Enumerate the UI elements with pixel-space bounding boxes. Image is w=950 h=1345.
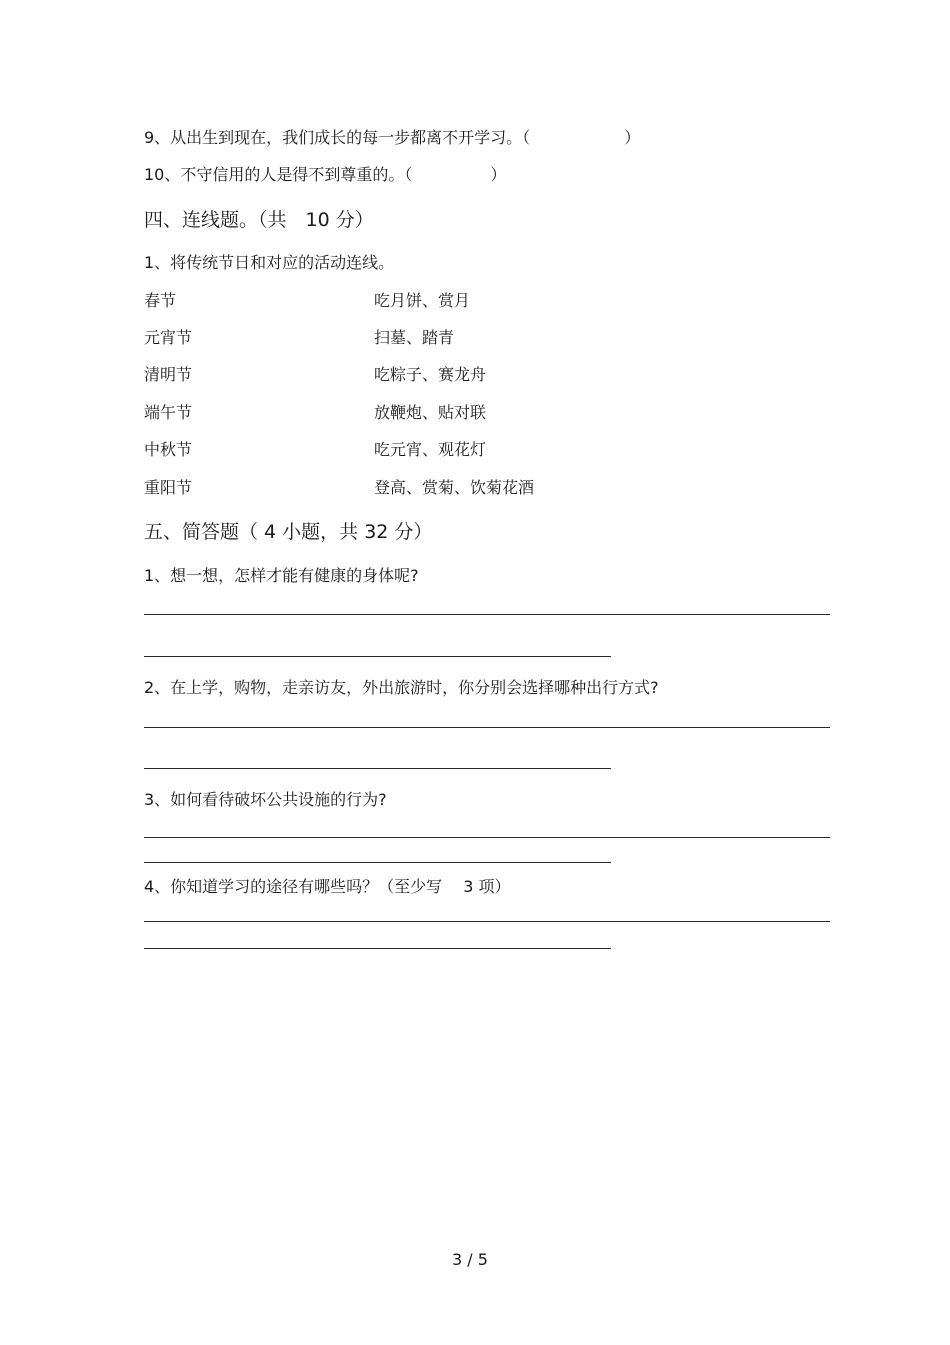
- answer-line[interactable]: [144, 656, 611, 657]
- activity-item[interactable]: 放鞭炮、贴对联: [374, 403, 487, 422]
- page-number: 3 / 5: [452, 1250, 488, 1269]
- festival-item[interactable]: 元宵节: [144, 328, 193, 347]
- close-paren: ）: [490, 165, 507, 184]
- activity-item[interactable]: 吃元宵、观花灯: [374, 440, 487, 459]
- festival-item[interactable]: 春节: [144, 291, 177, 310]
- answer-line[interactable]: [144, 948, 611, 949]
- true-false-item-10: [144, 162, 506, 185]
- answer-line[interactable]: [144, 727, 830, 728]
- true-false-item-9: [144, 125, 640, 148]
- activity-item[interactable]: 吃月饼、赏月: [374, 291, 471, 310]
- answer-line[interactable]: [144, 837, 830, 838]
- festival-item[interactable]: 中秋节: [144, 440, 193, 459]
- answer-line[interactable]: [144, 862, 611, 863]
- true-false-item-10-text: 10、不守信用的人是得不到尊重的。（: [144, 165, 413, 184]
- festival-item[interactable]: 重阳节: [144, 478, 193, 497]
- short-answer-question-4: 4、你知道学习的途径有哪些吗？（至少写 3 项）: [144, 877, 511, 896]
- close-paren: ）: [624, 128, 641, 147]
- answer-line[interactable]: [144, 768, 611, 769]
- short-answer-question-2: 2、在上学，购物，走亲访友，外出旅游时，你分别会选择哪种出行方式?: [144, 678, 659, 697]
- short-answer-question-3: 3、如何看待破坏公共设施的行为?: [144, 790, 387, 809]
- festival-item[interactable]: 端午节: [144, 403, 193, 422]
- short-answer-question-1: 1、想一想，怎样才能有健康的身体呢?: [144, 566, 419, 585]
- festival-item[interactable]: 清明节: [144, 365, 193, 384]
- matching-question: 1、将传统节日和对应的活动连线。: [144, 253, 395, 272]
- section-title-matching: 四、连线题。（共 10 分）: [144, 209, 374, 231]
- section-title-short-answer: 五、简答题（ 4 小题，共 32 分）: [144, 521, 433, 543]
- activity-item[interactable]: 登高、赏菊、饮菊花酒: [374, 478, 535, 497]
- answer-line[interactable]: [144, 921, 830, 922]
- true-false-item-9-text: 9、从出生到现在，我们成长的每一步都离不开学习。（: [144, 128, 531, 147]
- activity-item[interactable]: 吃粽子、赛龙舟: [374, 365, 487, 384]
- answer-line[interactable]: [144, 614, 830, 615]
- activity-item[interactable]: 扫墓、踏青: [374, 328, 455, 347]
